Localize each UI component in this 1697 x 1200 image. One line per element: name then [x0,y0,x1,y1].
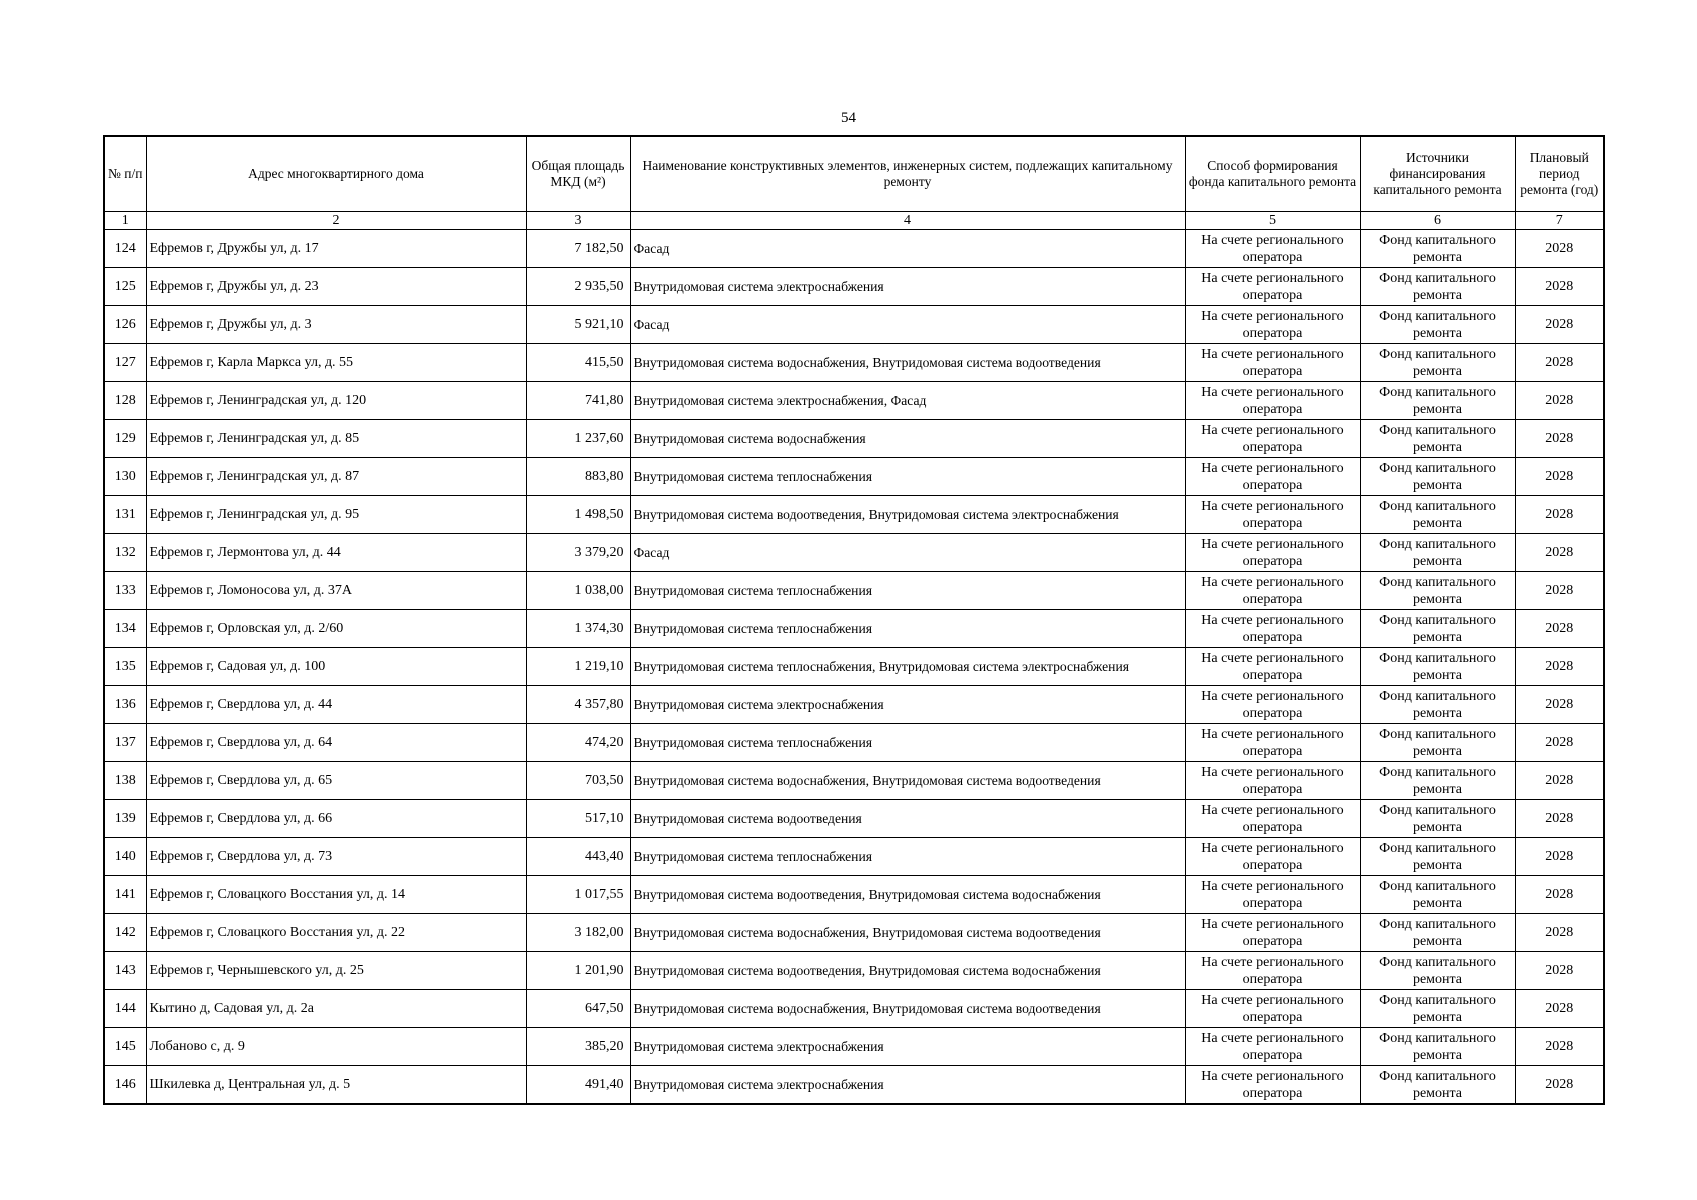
row-address: Шкилевка д, Центральная ул, д. 5 [146,1066,526,1105]
row-source: Фонд капитального ремонта [1360,724,1515,762]
row-area: 1 017,55 [526,876,630,914]
row-source: Фонд капитального ремонта [1360,762,1515,800]
row-source: Фонд капитального ремонта [1360,838,1515,876]
row-number: 146 [104,1066,146,1105]
row-elements: Внутридомовая система электроснабжения [630,1066,1185,1105]
row-number: 139 [104,800,146,838]
row-number: 137 [104,724,146,762]
row-method: На счете регионального оператора [1185,1066,1360,1105]
table-row [104,724,1604,762]
table-row [104,686,1604,724]
row-area: 491,40 [526,1066,630,1105]
row-area: 385,20 [526,1028,630,1066]
page-number: 54 [841,110,856,126]
row-method: На счете регионального оператора [1185,724,1360,762]
row-elements: Внутридомовая система водоснабжения [630,420,1185,458]
table-header-row [104,136,1604,212]
row-number: 128 [104,382,146,420]
row-number: 140 [104,838,146,876]
table-row [104,306,1604,344]
row-area: 647,50 [526,990,630,1028]
row-elements: Внутридомовая система водоотведения, Внутридомовая система водоснабжения [630,876,1185,914]
row-number: 135 [104,648,146,686]
row-source: Фонд капитального ремонта [1360,1028,1515,1066]
row-address: Ефремов г, Свердлова ул, д. 65 [146,762,526,800]
column-number: 6 [1360,212,1515,230]
row-elements: Внутридомовая система водоснабжения, Внутридомовая система водоотведения [630,344,1185,382]
row-method: На счете регионального оператора [1185,990,1360,1028]
row-source: Фонд капитального ремонта [1360,420,1515,458]
table-row [104,458,1604,496]
row-year: 2028 [1515,420,1604,458]
row-number: 144 [104,990,146,1028]
row-source: Фонд капитального ремонта [1360,458,1515,496]
row-year: 2028 [1515,724,1604,762]
column-number: 3 [526,212,630,230]
row-year: 2028 [1515,952,1604,990]
row-elements: Внутридомовая система электроснабжения [630,1028,1185,1066]
row-year: 2028 [1515,762,1604,800]
row-year: 2028 [1515,572,1604,610]
row-area: 1 374,30 [526,610,630,648]
row-number: 134 [104,610,146,648]
row-year: 2028 [1515,382,1604,420]
row-number: 136 [104,686,146,724]
header-area: Общая площадь МКД (м²) [526,136,630,212]
row-number: 129 [104,420,146,458]
row-address: Кытино д, Садовая ул, д. 2а [146,990,526,1028]
row-number: 133 [104,572,146,610]
row-elements: Внутридомовая система водоснабжения, Внутридомовая система водоотведения [630,762,1185,800]
row-source: Фонд капитального ремонта [1360,268,1515,306]
row-source: Фонд капитального ремонта [1360,952,1515,990]
row-elements: Внутридомовая система теплоснабжения, Внутридомовая система электроснабжения [630,648,1185,686]
column-number: 1 [104,212,146,230]
row-number: 138 [104,762,146,800]
row-area: 1 201,90 [526,952,630,990]
table-row [104,610,1604,648]
table-row [104,990,1604,1028]
row-year: 2028 [1515,876,1604,914]
table-body [104,230,1604,1105]
row-year: 2028 [1515,610,1604,648]
row-method: На счете регионального оператора [1185,800,1360,838]
row-address: Ефремов г, Ломоносова ул, д. 37А [146,572,526,610]
row-year: 2028 [1515,648,1604,686]
row-number: 145 [104,1028,146,1066]
row-source: Фонд капитального ремонта [1360,610,1515,648]
row-area: 5 921,10 [526,306,630,344]
row-area: 1 237,60 [526,420,630,458]
row-source: Фонд капитального ремонта [1360,686,1515,724]
row-elements: Внутридомовая система электроснабжения, Фасад [630,382,1185,420]
column-number: 7 [1515,212,1604,230]
row-year: 2028 [1515,686,1604,724]
row-number: 143 [104,952,146,990]
table-row [104,838,1604,876]
table-row [104,762,1604,800]
row-address: Ефремов г, Чернышевского ул, д. 25 [146,952,526,990]
row-address: Ефремов г, Свердлова ул, д. 66 [146,800,526,838]
row-area: 4 357,80 [526,686,630,724]
row-number: 130 [104,458,146,496]
table-row [104,952,1604,990]
row-method: На счете регионального оператора [1185,458,1360,496]
row-method: На счете регионального оператора [1185,914,1360,952]
row-source: Фонд капитального ремонта [1360,344,1515,382]
row-elements: Внутридомовая система водоотведения [630,800,1185,838]
row-address: Ефремов г, Дружбы ул, д. 17 [146,230,526,268]
row-method: На счете регионального оператора [1185,268,1360,306]
row-number: 142 [104,914,146,952]
row-source: Фонд капитального ремонта [1360,876,1515,914]
table-row [104,1028,1604,1066]
row-year: 2028 [1515,458,1604,496]
header-period: Плановый период ремонта (год) [1515,136,1604,212]
row-area: 883,80 [526,458,630,496]
row-elements: Внутридомовая система водоотведения, Внутридомовая система водоснабжения [630,952,1185,990]
table-row [104,1066,1604,1105]
row-number: 141 [104,876,146,914]
row-source: Фонд капитального ремонта [1360,382,1515,420]
row-elements: Внутридомовая система электроснабжения [630,268,1185,306]
row-method: На счете регионального оператора [1185,952,1360,990]
row-area: 443,40 [526,838,630,876]
row-address: Ефремов г, Дружбы ул, д. 23 [146,268,526,306]
row-area: 1 038,00 [526,572,630,610]
row-elements: Внутридомовая система теплоснабжения [630,572,1185,610]
row-method: На счете регионального оператора [1185,686,1360,724]
row-year: 2028 [1515,990,1604,1028]
row-method: На счете регионального оператора [1185,420,1360,458]
table-row [104,496,1604,534]
row-elements: Внутридомовая система теплоснабжения [630,458,1185,496]
row-source: Фонд капитального ремонта [1360,534,1515,572]
row-address: Ефремов г, Лермонтова ул, д. 44 [146,534,526,572]
row-number: 127 [104,344,146,382]
row-method: На счете регионального оператора [1185,382,1360,420]
table-row [104,914,1604,952]
row-source: Фонд капитального ремонта [1360,1066,1515,1105]
row-method: На счете регионального оператора [1185,230,1360,268]
row-number: 125 [104,268,146,306]
column-number-row [104,212,1604,230]
row-source: Фонд капитального ремонта [1360,990,1515,1028]
row-year: 2028 [1515,1066,1604,1105]
row-elements: Внутридомовая система водоснабжения, Внутридомовая система водоотведения [630,914,1185,952]
row-address: Ефремов г, Ленинградская ул, д. 85 [146,420,526,458]
row-year: 2028 [1515,534,1604,572]
row-area: 7 182,50 [526,230,630,268]
row-address: Лобаново с, д. 9 [146,1028,526,1066]
row-method: На счете регионального оператора [1185,648,1360,686]
row-elements: Фасад [630,230,1185,268]
row-method: На счете регионального оператора [1185,838,1360,876]
row-elements: Фасад [630,534,1185,572]
table-row [104,230,1604,268]
row-elements: Фасад [630,306,1185,344]
row-area: 2 935,50 [526,268,630,306]
table-row [104,420,1604,458]
row-number: 131 [104,496,146,534]
table-row [104,572,1604,610]
row-year: 2028 [1515,344,1604,382]
row-year: 2028 [1515,306,1604,344]
row-address: Ефремов г, Садовая ул, д. 100 [146,648,526,686]
row-address: Ефремов г, Ленинградская ул, д. 87 [146,458,526,496]
row-area: 3 182,00 [526,914,630,952]
row-method: На счете регионального оператора [1185,496,1360,534]
row-elements: Внутридомовая система электроснабжения [630,686,1185,724]
table-row [104,876,1604,914]
table-row [104,344,1604,382]
row-address: Ефремов г, Свердлова ул, д. 64 [146,724,526,762]
row-number: 132 [104,534,146,572]
row-elements: Внутридомовая система водоснабжения, Внутридомовая система водоотведения [630,990,1185,1028]
row-year: 2028 [1515,1028,1604,1066]
row-year: 2028 [1515,230,1604,268]
row-address: Ефремов г, Словацкого Восстания ул, д. 22 [146,914,526,952]
row-number: 124 [104,230,146,268]
row-source: Фонд капитального ремонта [1360,496,1515,534]
row-source: Фонд капитального ремонта [1360,306,1515,344]
row-address: Ефремов г, Свердлова ул, д. 73 [146,838,526,876]
row-area: 703,50 [526,762,630,800]
row-year: 2028 [1515,496,1604,534]
row-method: На счете регионального оператора [1185,344,1360,382]
row-year: 2028 [1515,914,1604,952]
row-area: 741,80 [526,382,630,420]
row-source: Фонд капитального ремонта [1360,572,1515,610]
header-address: Адрес многоквартирного дома [146,136,526,212]
table-row [104,648,1604,686]
row-area: 415,50 [526,344,630,382]
column-number: 2 [146,212,526,230]
row-address: Ефремов г, Орловская ул, д. 2/60 [146,610,526,648]
row-elements: Внутридомовая система водоотведения, Внутридомовая система электроснабжения [630,496,1185,534]
row-elements: Внутридомовая система теплоснабжения [630,838,1185,876]
row-source: Фонд капитального ремонта [1360,230,1515,268]
row-address: Ефремов г, Ленинградская ул, д. 120 [146,382,526,420]
row-method: На счете регионального оператора [1185,306,1360,344]
row-year: 2028 [1515,800,1604,838]
header-source: Источники финансирования капитального ремонта [1360,136,1515,212]
header-method: Способ формирования фонда капитального ремонта [1185,136,1360,212]
table-row [104,534,1604,572]
row-method: На счете регионального оператора [1185,534,1360,572]
header-num: № п/п [104,136,146,212]
row-address: Ефремов г, Дружбы ул, д. 3 [146,306,526,344]
row-elements: Внутридомовая система теплоснабжения [630,724,1185,762]
row-method: На счете регионального оператора [1185,876,1360,914]
row-method: На счете регионального оператора [1185,572,1360,610]
row-year: 2028 [1515,268,1604,306]
row-address: Ефремов г, Словацкого Восстания ул, д. 14 [146,876,526,914]
row-method: На счете регионального оператора [1185,762,1360,800]
row-area: 517,10 [526,800,630,838]
column-number: 5 [1185,212,1360,230]
header-elements: Наименование конструктивных элементов, инженерных систем, подлежащих капитальному ремонту [630,136,1185,212]
table-row [104,800,1604,838]
row-method: На счете регионального оператора [1185,610,1360,648]
column-number: 4 [630,212,1185,230]
table-row [104,382,1604,420]
row-source: Фонд капитального ремонта [1360,914,1515,952]
row-address: Ефремов г, Карла Маркса ул, д. 55 [146,344,526,382]
capital-repair-table [103,135,1605,1105]
row-elements: Внутридомовая система теплоснабжения [630,610,1185,648]
row-method: На счете регионального оператора [1185,1028,1360,1066]
row-year: 2028 [1515,838,1604,876]
row-number: 126 [104,306,146,344]
row-area: 1 219,10 [526,648,630,686]
table-row [104,268,1604,306]
row-address: Ефремов г, Ленинградская ул, д. 95 [146,496,526,534]
row-area: 1 498,50 [526,496,630,534]
row-source: Фонд капитального ремонта [1360,800,1515,838]
row-source: Фонд капитального ремонта [1360,648,1515,686]
row-area: 3 379,20 [526,534,630,572]
row-address: Ефремов г, Свердлова ул, д. 44 [146,686,526,724]
row-area: 474,20 [526,724,630,762]
